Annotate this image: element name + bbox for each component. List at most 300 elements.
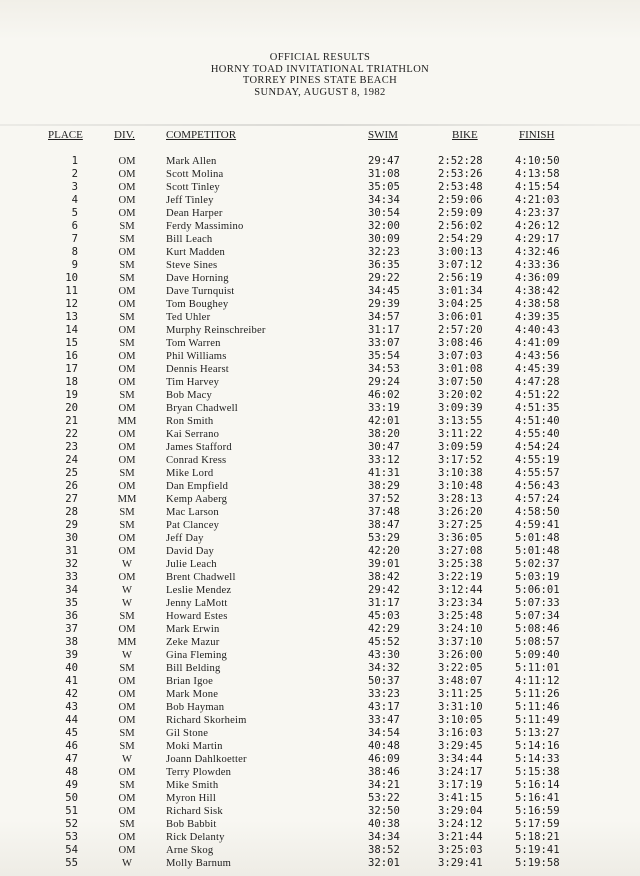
swim-time-cell: 29:47 [368,155,400,167]
competitor-cell: Kurt Madden [166,247,225,258]
finish-time-cell: 4:43:56 [515,350,560,362]
place-cell: 9 [71,259,78,271]
bike-time-cell: 3:29:04 [438,805,483,817]
division-cell: OM [118,481,136,492]
place-cell: 26 [65,480,78,492]
table-row [0,376,640,389]
finish-time-cell: 4:38:42 [515,285,560,297]
competitor-cell: Terry Plowden [166,767,232,778]
finish-time-cell: 4:13:58 [515,168,560,180]
table-row [0,571,640,584]
division-cell: OM [118,247,136,258]
finish-time-cell: 5:07:33 [515,597,560,609]
bike-time-cell: 3:48:07 [438,675,483,687]
table-row [0,467,640,480]
place-cell: 13 [65,311,78,323]
competitor-cell: Gina Fleming [166,650,227,661]
swim-time-cell: 30:47 [368,441,400,453]
table-row [0,623,640,636]
bike-time-cell: 3:34:44 [438,753,483,765]
swim-time-cell: 34:32 [368,662,400,674]
bike-time-cell: 3:28:13 [438,493,483,505]
bike-time-cell: 3:11:22 [438,428,483,440]
bike-time-cell: 3:10:48 [438,480,483,492]
table-row [0,675,640,688]
competitor-cell: Mark Mone [166,689,219,700]
swim-time-cell: 42:20 [368,545,400,557]
bike-time-cell: 3:17:19 [438,779,483,791]
table-row [0,155,640,168]
place-cell: 37 [65,623,78,635]
place-cell: 31 [65,545,78,557]
competitor-cell: Tom Warren [166,338,221,349]
division-cell: OM [118,182,136,193]
swim-time-cell: 29:42 [368,584,400,596]
finish-time-cell: 5:11:49 [515,714,560,726]
place-cell: 50 [65,792,78,804]
competitor-cell: Jenny LaMott [166,598,228,609]
table-row [0,363,640,376]
division-cell: OM [118,169,136,180]
bike-time-cell: 3:24:10 [438,623,483,635]
place-cell: 14 [65,324,78,336]
swim-time-cell: 35:54 [368,350,400,362]
competitor-cell: Tim Harvey [166,377,220,388]
bike-time-cell: 2:54:29 [438,233,483,245]
swim-time-cell: 53:29 [368,532,400,544]
swim-time-cell: 30:54 [368,207,400,219]
table-row [0,311,640,324]
paper-fold [0,124,640,126]
division-cell: SM [119,338,135,349]
finish-time-cell: 5:08:57 [515,636,560,648]
place-cell: 3 [71,181,78,193]
competitor-cell: Bryan Chadwell [166,403,238,414]
swim-time-cell: 40:38 [368,818,400,830]
finish-time-cell: 4:55:57 [515,467,560,479]
results-table [0,155,640,870]
division-cell: OM [118,676,136,687]
bike-time-cell: 3:09:39 [438,402,483,414]
competitor-cell: Steve Sines [166,260,218,271]
finish-time-cell: 4:47:28 [515,376,560,388]
bike-time-cell: 3:41:15 [438,792,483,804]
competitor-cell: Mike Lord [166,468,214,479]
bike-time-cell: 2:52:28 [438,155,483,167]
bike-time-cell: 3:26:20 [438,506,483,518]
competitor-cell: Jeff Day [166,533,204,544]
competitor-cell: Mark Erwin [166,624,220,635]
place-cell: 24 [65,454,78,466]
table-row [0,272,640,285]
table-row [0,259,640,272]
competitor-cell: Ron Smith [166,416,214,427]
table-row [0,415,640,428]
swim-time-cell: 38:42 [368,571,400,583]
finish-time-cell: 5:09:40 [515,649,560,661]
competitor-cell: Howard Estes [166,611,228,622]
competitor-cell: Joann Dahlkoetter [166,754,247,765]
swim-time-cell: 38:52 [368,844,400,856]
table-row [0,831,640,844]
division-cell: OM [118,364,136,375]
competitor-cell: Ted Uhler [166,312,211,323]
table-row [0,220,640,233]
division-cell: OM [118,793,136,804]
finish-time-cell: 5:11:26 [515,688,560,700]
finish-time-cell: 4:45:39 [515,363,560,375]
division-cell: OM [118,702,136,713]
header-line-4: SUNDAY, AUGUST 8, 1982 [254,86,386,98]
place-cell: 11 [65,285,78,297]
bike-time-cell: 3:06:01 [438,311,483,323]
division-cell: OM [118,546,136,557]
bike-time-cell: 3:21:44 [438,831,483,843]
bike-time-cell: 2:53:26 [438,168,483,180]
bike-time-cell: 3:26:00 [438,649,483,661]
swim-time-cell: 38:29 [368,480,400,492]
finish-time-cell: 4:23:37 [515,207,560,219]
division-cell: SM [119,273,135,284]
competitor-cell: Gil Stone [166,728,209,739]
bike-time-cell: 2:56:02 [438,220,483,232]
table-row [0,584,640,597]
finish-time-cell: 4:54:24 [515,441,560,453]
swim-time-cell: 33:23 [368,688,400,700]
finish-time-cell: 5:16:14 [515,779,560,791]
bike-time-cell: 3:25:48 [438,610,483,622]
bike-time-cell: 3:16:03 [438,727,483,739]
competitor-cell: Mac Larson [166,507,219,518]
competitor-cell: Bill Belding [166,663,221,674]
finish-time-cell: 4:56:43 [515,480,560,492]
division-cell: OM [118,767,136,778]
finish-time-cell: 4:29:17 [515,233,560,245]
table-row [0,649,640,662]
place-cell: 16 [65,350,78,362]
competitor-cell: Ferdy Massimino [166,221,244,232]
table-row [0,298,640,311]
bike-time-cell: 3:01:34 [438,285,483,297]
bike-time-cell: 3:24:17 [438,766,483,778]
competitor-cell: Mike Smith [166,780,219,791]
division-cell: OM [118,624,136,635]
swim-time-cell: 32:00 [368,220,400,232]
finish-time-cell: 5:08:46 [515,623,560,635]
bike-time-cell: 3:31:10 [438,701,483,713]
finish-time-cell: 4:57:24 [515,493,560,505]
competitor-cell: Richard Skorheim [166,715,247,726]
place-cell: 38 [65,636,78,648]
swim-time-cell: 45:52 [368,636,400,648]
competitor-cell: Bob Hayman [166,702,225,713]
swim-time-cell: 31:17 [368,324,400,336]
swim-time-cell: 45:03 [368,610,400,622]
division-cell: OM [118,377,136,388]
table-row [0,181,640,194]
finish-time-cell: 4:38:58 [515,298,560,310]
bike-time-cell: 3:08:46 [438,337,483,349]
competitor-cell: Dave Horning [166,273,229,284]
competitor-cell: Dennis Hearst [166,364,229,375]
finish-time-cell: 4:33:36 [515,259,560,271]
swim-time-cell: 37:52 [368,493,400,505]
table-row [0,324,640,337]
place-cell: 42 [65,688,78,700]
finish-time-cell: 4:59:41 [515,519,560,531]
table-row [0,727,640,740]
division-cell: W [122,858,132,869]
finish-header: FINISH [519,129,555,141]
place-header: PLACE [48,129,83,141]
table-row [0,753,640,766]
place-cell: 39 [65,649,78,661]
place-cell: 46 [65,740,78,752]
competitor-cell: Arne Skog [166,845,214,856]
division-cell: MM [117,494,137,505]
finish-time-cell: 4:51:22 [515,389,560,401]
competitor-cell: Dan Empfield [166,481,229,492]
bike-time-cell: 3:00:13 [438,246,483,258]
swim-time-cell: 34:21 [368,779,400,791]
place-cell: 55 [65,857,78,869]
bike-time-cell: 3:25:03 [438,844,483,856]
swim-time-cell: 41:31 [368,467,400,479]
swim-header: SWIM [368,129,398,141]
bike-header: BIKE [452,129,478,141]
finish-time-cell: 5:06:01 [515,584,560,596]
division-cell: OM [118,572,136,583]
swim-time-cell: 34:54 [368,727,400,739]
competitor-cell: Bob Babbit [166,819,217,830]
competitor-cell: James Stafford [166,442,232,453]
competitor-cell: Phil Williams [166,351,227,362]
competitor-cell: Bob Macy [166,390,213,401]
division-cell: SM [119,234,135,245]
swim-time-cell: 43:30 [368,649,400,661]
finish-time-cell: 5:19:58 [515,857,560,869]
place-cell: 6 [71,220,78,232]
swim-time-cell: 46:02 [368,389,400,401]
division-cell: SM [119,468,135,479]
competitor-cell: Dave Turnquist [166,286,235,297]
finish-time-cell: 4:51:35 [515,402,560,414]
place-cell: 25 [65,467,78,479]
place-cell: 28 [65,506,78,518]
table-row [0,506,640,519]
place-cell: 30 [65,532,78,544]
bike-time-cell: 3:29:41 [438,857,483,869]
header-line-1: OFFICIAL RESULTS [269,52,371,63]
table-row [0,701,640,714]
bike-time-cell: 3:25:38 [438,558,483,570]
finish-time-cell: 5:14:16 [515,740,560,752]
place-cell: 51 [65,805,78,817]
bike-time-cell: 2:59:06 [438,194,483,206]
competitor-cell: Pat Clancey [166,520,220,531]
place-cell: 20 [65,402,78,414]
table-row [0,792,640,805]
division-cell: OM [118,403,136,414]
bike-time-cell: 3:07:50 [438,376,483,388]
finish-time-cell: 4:51:40 [515,415,560,427]
place-cell: 34 [65,584,78,596]
swim-time-cell: 31:08 [368,168,400,180]
competitor-cell: Kemp Aaberg [166,494,228,505]
finish-time-cell: 4:55:19 [515,454,560,466]
bike-time-cell: 3:29:45 [438,740,483,752]
place-cell: 18 [65,376,78,388]
swim-time-cell: 43:17 [368,701,400,713]
division-cell: SM [119,312,135,323]
place-cell: 2 [71,168,78,180]
swim-time-cell: 32:50 [368,805,400,817]
swim-time-cell: 33:19 [368,402,400,414]
place-cell: 15 [65,337,78,349]
division-cell: OM [118,286,136,297]
bike-time-cell: 3:11:25 [438,688,483,700]
place-cell: 10 [65,272,78,284]
table-row [0,402,640,415]
place-cell: 22 [65,428,78,440]
competitor-cell: Moki Martin [166,741,223,752]
finish-time-cell: 5:15:38 [515,766,560,778]
swim-time-cell: 34:34 [368,831,400,843]
swim-time-cell: 29:39 [368,298,400,310]
division-cell: SM [119,611,135,622]
table-row [0,857,640,870]
finish-time-cell: 5:02:37 [515,558,560,570]
place-cell: 33 [65,571,78,583]
competitor-header: COMPETITOR [166,129,237,141]
table-row [0,168,640,181]
table-row [0,337,640,350]
competitor-cell: Richard Sisk [166,806,223,817]
swim-time-cell: 34:53 [368,363,400,375]
division-cell: MM [117,637,137,648]
division-cell: SM [119,780,135,791]
finish-time-cell: 4:41:09 [515,337,560,349]
finish-time-cell: 5:01:48 [515,545,560,557]
place-cell: 41 [65,675,78,687]
column-headers [0,129,640,143]
place-cell: 19 [65,389,78,401]
division-cell: OM [118,715,136,726]
finish-time-cell: 4:32:46 [515,246,560,258]
division-cell: OM [118,195,136,206]
place-cell: 7 [71,233,78,245]
competitor-cell: Kai Serrano [166,429,220,440]
finish-time-cell: 5:01:48 [515,532,560,544]
finish-time-cell: 5:03:19 [515,571,560,583]
table-row [0,246,640,259]
competitor-cell: Bill Leach [166,234,213,245]
header-line-2: HORNY TOAD INVITATIONAL TRIATHLON [210,63,430,75]
finish-time-cell: 5:16:41 [515,792,560,804]
finish-time-cell: 5:14:33 [515,753,560,765]
swim-time-cell: 33:07 [368,337,400,349]
place-cell: 45 [65,727,78,739]
competitor-cell: Murphy Reinschreiber [166,325,266,336]
finish-time-cell: 4:39:35 [515,311,560,323]
finish-time-cell: 4:36:09 [515,272,560,284]
competitor-cell: Jeff Tinley [166,195,214,206]
swim-time-cell: 40:48 [368,740,400,752]
table-row [0,519,640,532]
table-row [0,233,640,246]
competitor-cell: David Day [166,546,214,557]
table-row [0,207,640,220]
finish-time-cell: 4:15:54 [515,181,560,193]
swim-time-cell: 30:09 [368,233,400,245]
bike-time-cell: 3:20:02 [438,389,483,401]
bike-time-cell: 2:56:19 [438,272,483,284]
table-row [0,389,640,402]
place-cell: 53 [65,831,78,843]
swim-time-cell: 42:29 [368,623,400,635]
place-cell: 21 [65,415,78,427]
table-row [0,818,640,831]
competitor-cell: Conrad Kress [166,455,227,466]
swim-time-cell: 29:24 [368,376,400,388]
division-cell: OM [118,208,136,219]
bike-time-cell: 3:07:03 [438,350,483,362]
place-cell: 27 [65,493,78,505]
table-row [0,532,640,545]
place-cell: 23 [65,441,78,453]
bike-time-cell: 3:36:05 [438,532,483,544]
table-row [0,428,640,441]
competitor-cell: Leslie Mendez [166,585,232,596]
bike-time-cell: 2:53:48 [438,181,483,193]
division-cell: SM [119,221,135,232]
finish-time-cell: 5:17:59 [515,818,560,830]
place-cell: 35 [65,597,78,609]
division-cell: SM [119,741,135,752]
swim-time-cell: 34:57 [368,311,400,323]
bike-time-cell: 2:59:09 [438,207,483,219]
bike-time-cell: 3:27:25 [438,519,483,531]
finish-time-cell: 5:11:46 [515,701,560,713]
place-cell: 47 [65,753,78,765]
competitor-cell: Brent Chadwell [166,572,236,583]
div-header: DIV. [114,129,135,141]
division-cell: OM [118,156,136,167]
table-row [0,610,640,623]
table-row [0,714,640,727]
division-cell: SM [119,663,135,674]
competitor-cell: Rick Delanty [166,832,225,843]
place-cell: 44 [65,714,78,726]
competitor-cell: Brian Igoe [166,676,214,687]
table-row [0,441,640,454]
division-cell: W [122,754,132,765]
division-cell: SM [119,520,135,531]
competitor-cell: Scott Tinley [166,182,220,193]
table-row [0,558,640,571]
place-cell: 29 [65,519,78,531]
division-cell: SM [119,819,135,830]
division-cell: OM [118,689,136,700]
finish-time-cell: 4:58:50 [515,506,560,518]
division-cell: MM [117,416,137,427]
table-row [0,805,640,818]
table-row [0,688,640,701]
swim-time-cell: 37:48 [368,506,400,518]
division-cell: OM [118,533,136,544]
bike-time-cell: 3:13:55 [438,415,483,427]
table-row [0,545,640,558]
